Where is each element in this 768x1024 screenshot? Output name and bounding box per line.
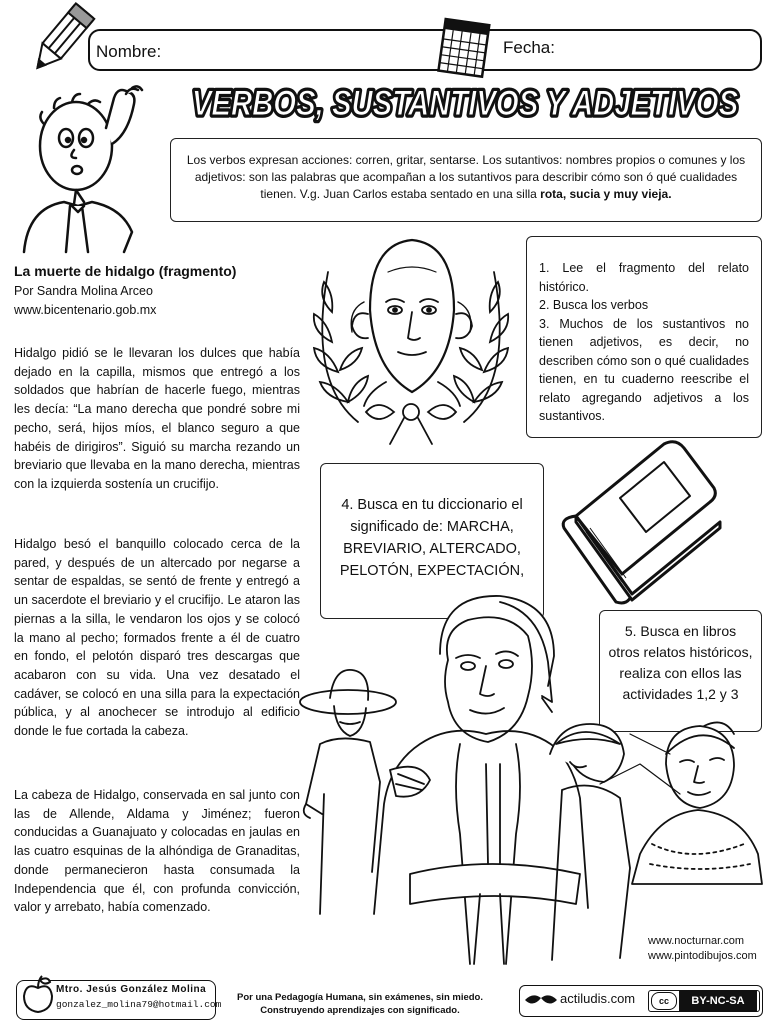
license-label: BY-NC-SA bbox=[679, 991, 757, 1011]
article-author: Por Sandra Molina Arceo bbox=[14, 284, 153, 298]
page-title bbox=[165, 76, 765, 126]
article-paragraph-3: La cabeza de Hidalgo, conservada en sal junto con las de Allende, Aldama y Jiménez; fueron conducidas a Guanajuato y colocadas en jaulas en las cuatro esquinas de la alhóndiga de Granaditas, donde permanecieron hasta consumada la Independencia que él, con profunda convicción, valor y arrebato, había comenzado. bbox=[14, 788, 300, 915]
name-label: Nombre: bbox=[96, 42, 162, 61]
credit-url-2[interactable]: www.pintodibujos.com bbox=[648, 950, 757, 962]
actiludis-site[interactable]: actiludis.com bbox=[560, 991, 636, 1006]
independence-heroes-illustration bbox=[300, 594, 768, 974]
article-source-url: www.bicentenario.gob.mx bbox=[14, 303, 157, 317]
cc-logo: cc bbox=[651, 992, 677, 1010]
license-badge[interactable] bbox=[648, 990, 760, 1012]
book-illustration bbox=[556, 436, 720, 606]
instruction-3: 3. Muchos de los sustantivos no tienen adjetivos, es decir, no describen cómo son o qué cualidades tienen, en tu cuaderno reescribe el relato agregando adjetivos a los sustantivos. bbox=[539, 316, 749, 423]
intro-example-bold: rota, sucia y muy vieja. bbox=[540, 187, 672, 201]
author-name: Mtro. Jesús González Molina bbox=[56, 984, 207, 995]
article-title: La muerte de hidalgo (fragmento) bbox=[14, 263, 237, 279]
svg-text:VERBOS, SUSTANTIVOS Y ADJETIVO: VERBOS, SUSTANTIVOS Y ADJETIVOS bbox=[191, 83, 739, 123]
instruction-2: 2. Busca los verbos bbox=[539, 298, 649, 312]
mustache-icon bbox=[524, 992, 558, 1008]
instructions-box-1-3 bbox=[526, 236, 762, 438]
apple-icon bbox=[22, 974, 54, 1014]
author-email[interactable]: gonzalez_molina79@hotmail.com bbox=[56, 999, 222, 1010]
date-label: Fecha: bbox=[503, 38, 555, 57]
instruction-box-4: 4. Busca en tu diccionario el significado de: MARCHA, BREVIARIO, ALTERCADO, PELOTÓN, EXPECTACIÓN, bbox=[320, 463, 544, 619]
calendar-icon bbox=[436, 14, 494, 80]
footer-motto bbox=[226, 991, 494, 1017]
intro-text: Los verbos expresan acciones: corren, gritar, sentarse. Los sutantivos: nombres propios o comunes y los adjetivos: son las palabras que acompañan a los sutantivos para describir cómo son ó qué cualidades tienen. V.g. Juan Carlos estaba sentado en una silla bbox=[186, 153, 746, 201]
credit-url-1[interactable]: www.nocturnar.com bbox=[648, 935, 744, 947]
hidalgo-portrait-illustration bbox=[298, 232, 524, 452]
motto-line-1: Por una Pedagogía Humana, sin exámenes, sin miedo. bbox=[236, 992, 484, 1003]
instruction-1: 1. Lee el fragmento del relato histórico. bbox=[539, 261, 749, 294]
illustration-credits bbox=[648, 934, 757, 964]
svg-text:VERBOS, SUSTANTIVOS Y ADJETIVO: VERBOS, SUSTANTIVOS Y ADJETIVOS bbox=[191, 83, 739, 123]
motto-line-2: Construyendo aprendizajes con significado. bbox=[260, 1005, 460, 1016]
pencil-icon bbox=[20, 6, 100, 76]
instruction-box-5: 5. Busca en libros otros relatos históricos, realiza con ellos las actividades 1,2 y 3 bbox=[599, 610, 762, 732]
intro-box bbox=[170, 138, 762, 222]
name-date-bar bbox=[88, 29, 762, 71]
article-paragraph-2: Hidalgo besó el banquillo colocado cerca de la pared, y después de un altercado por negarse a sentar de espaldas, se sentó de frente y entregó a un sacerdote el breviario y el crucifijo. Le ataron las piernas a la silla, le vendaron los ojos y se colocó la mano al pecho; formados frente a él de cuatro en fondo, el pelotón disparó tres descargas que acabaron con su vida. Una vez desatado el cadáver, se colocó en una silla para la expectación pública, y al anochecer se introdujo al edificio donde le fue cortada la cabeza. bbox=[14, 537, 300, 739]
thinking-boy-illustration bbox=[14, 84, 164, 252]
article-paragraph-1: Hidalgo pidió se le llevaran los dulces que había dejado en la capilla, mismos que entregó a los soldados que habrían de hacerle fuego, mientras les decía: “La mano derecha que pondré sobre mi pecho, será, hijos míos, el blanco seguro a que habéis de dirigiros”. Siguió su marcha rezando un breviario que llevaba en la mano derecha, mientras con la izquierda sostenía un crucifijo. bbox=[14, 346, 300, 491]
